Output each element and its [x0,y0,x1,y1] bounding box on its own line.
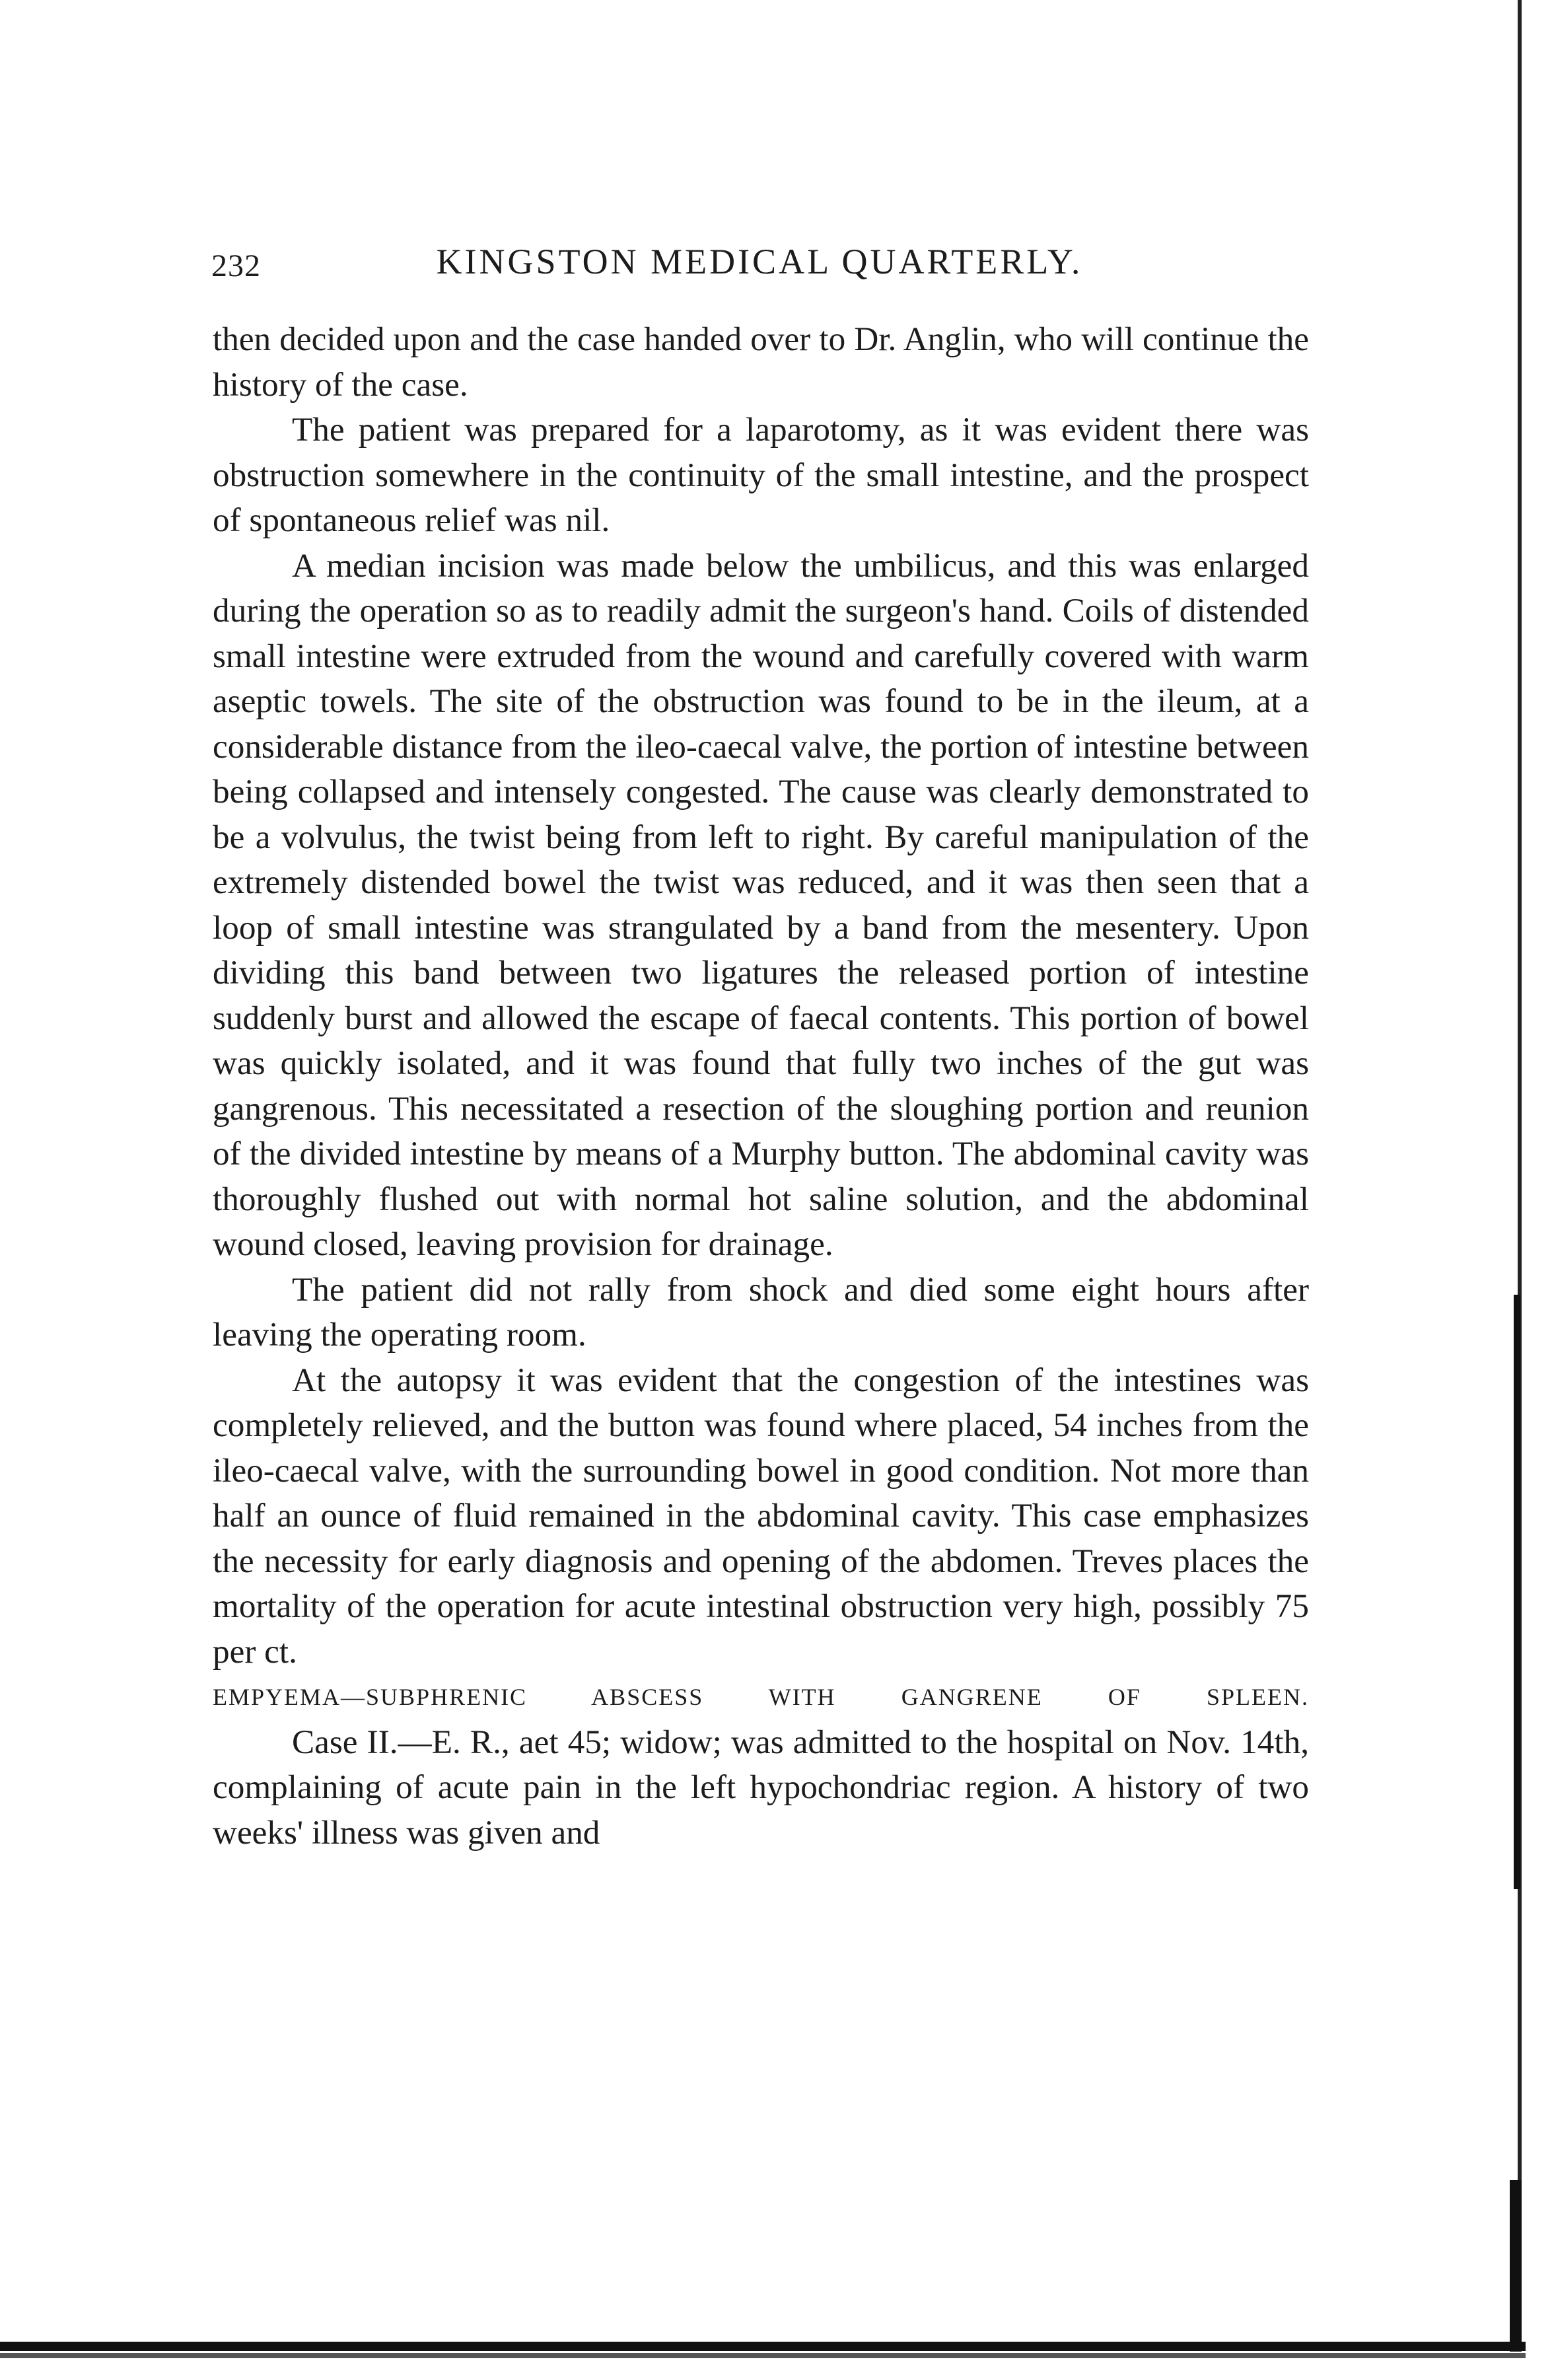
paragraph-outcome: The patient did not rally from shock and died some eight hours after leaving the operating room. [213,1270,1309,1353]
paragraph-autopsy: At the autopsy it was evident that the congestion of the intestines was completely relieved, and the button was found where placed, 54 inches from the ileo-caecal valve, with the surrounding bowel in good condition. Not more than half an ounce of fluid remained in the abdominal cavity. This case emphasizes the necessity for early diagnosis and opening of the abdomen. Treves places the mortality of the operation for acute intestinal obstruction very high, possibly 75 per ct. [213,1361,1309,1671]
running-title: KINGSTON MEDICAL QUARTERLY. [436,242,1083,281]
article-body [213,317,1309,1856]
paragraph-operation: A median incision was made below the umbilicus, and this was enlarged during the operation so as to readily admit the surgeon's hand. Coils of distended small intestine were extruded from the wound and carefully covered with warm aseptic towels. The site of the obstruction was found to be in the ileum, at a considerable distance from the ileo-caecal valve, the portion of intestine between being collapsed and intensely congested. The cause was clearly demonstrated to be a volvulus, the twist being from left to right. By careful manipulation of the extremely distended bowel the twist was reduced, and it was then seen that a loop of small intestine was strangulated by a band from the mesentery. Upon dividing this band between two ligatures the released portion of intestine suddenly burst and allowed the escape of faecal contents. This portion of bowel was quickly isolated, and it was found that fully two inches of the gut was gangrenous. This necessitated a resection of the sloughing portion and reunion of the divided intestine by means of a Murphy button. The abdominal cavity was thoroughly flushed out with normal hot saline solution, and the abdominal wound closed, leaving provision for drainage. [213,546,1309,1263]
page-number: 232 [211,248,261,283]
page-corner-mark [1510,2180,1522,2352]
page-header [211,241,1308,294]
page-bottom-edge [0,2342,1526,2351]
page-edge-shadow [1514,1295,1520,1889]
page-edge-rule [1518,0,1522,2272]
paragraph-laparotomy: The patient was prepared for a laparotomy, as it was evident there was obstruction somewhere in the continuity of the small intestine, and the prospect of spontaneous relief was nil. [213,411,1309,539]
paragraph-case-two: Case II.—E. R., aet 45; widow; was admitted to the hospital on Nov. 14th, complaining of acute pain in the left hypochondriac region. A history of two weeks' illness was given and [213,1723,1309,1852]
paragraph-continuation: then decided upon and the case handed over to Dr. Anglin, who will continue the history of the case. [213,320,1309,404]
section-heading: EMPYEMA—SUBPHRENIC ABSCESS WITH GANGRENE OF SPLEEN. [213,1684,1309,1710]
page-bottom-edge-shadow [0,2353,1526,2358]
